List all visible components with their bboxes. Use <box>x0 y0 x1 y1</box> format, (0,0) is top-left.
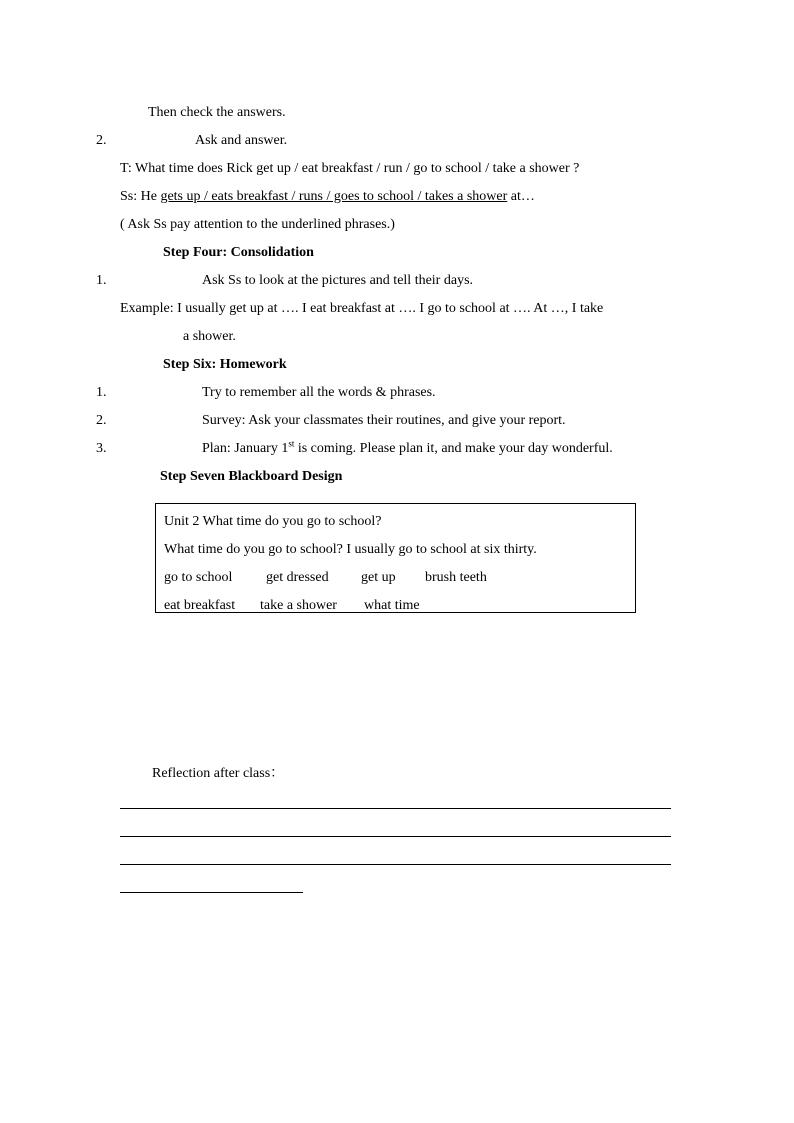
example-continuation: a shower. <box>183 329 236 344</box>
item-number: 1. <box>96 273 107 288</box>
check-answers-line: Then check the answers. <box>148 105 286 120</box>
board-phrase-row <box>164 597 420 615</box>
writing-line[interactable] <box>120 808 671 809</box>
writing-line[interactable] <box>120 836 671 837</box>
students-answer-prefix: Ss: He <box>120 189 161 204</box>
item-number: 3. <box>96 441 107 456</box>
step-seven-heading: Step Seven Blackboard Design <box>160 469 343 484</box>
writing-line[interactable] <box>120 864 671 865</box>
board-phrase: what time <box>364 598 420 613</box>
step-four-heading: Step Four: Consolidation <box>163 245 314 260</box>
item-number: 1. <box>96 385 107 400</box>
board-phrase: get dressed <box>266 570 329 585</box>
item-number: 2. <box>96 133 107 148</box>
board-phrase: take a shower <box>260 598 337 613</box>
board-phrase: get up <box>361 570 396 585</box>
teacher-question-line: T: What time does Rick get up / eat breakfast / run / go to school / take a shower ? <box>120 161 580 176</box>
ordinal-suffix: st <box>288 438 295 449</box>
attention-note: ( Ask Ss pay attention to the underlined phrases.) <box>120 217 395 232</box>
board-phrase: eat breakfast <box>164 598 236 613</box>
board-phrase: brush teeth <box>425 570 487 585</box>
board-line: Unit 2 What time do you go to school? <box>164 514 382 529</box>
board-line: What time do you go to school? I usually go to school at six thirty. <box>164 542 537 557</box>
ask-answer-line: Ask and answer. <box>195 133 288 148</box>
underlined-phrases: gets up / eats breakfast / runs / goes to school / takes a shower <box>160 189 508 204</box>
step-six-heading: Step Six: Homework <box>163 357 287 372</box>
writing-line[interactable] <box>120 892 303 893</box>
homework-item: Try to remember all the words & phrases. <box>202 385 436 400</box>
consolidation-item: Ask Ss to look at the pictures and tell their days. <box>202 273 474 288</box>
board-phrase-row <box>164 569 487 587</box>
students-answer-suffix: at… <box>507 189 535 204</box>
board-phrase: go to school <box>164 570 233 585</box>
item-number: 2. <box>96 413 107 428</box>
students-answer-line <box>120 188 535 206</box>
homework-item-text: Plan: January 1 <box>202 441 289 456</box>
example-line: Example: I usually get up at …. I eat breakfast at …. I go to school at …. At …, I take <box>120 301 604 316</box>
reflection-label: Reflection after class： <box>152 766 285 781</box>
blackboard-design-box <box>155 503 636 613</box>
homework-item: Survey: Ask your classmates their routines, and give your report. <box>202 413 566 428</box>
homework-item <box>202 440 613 458</box>
homework-item-text: is coming. Please plan it, and make your day wonderful. <box>294 441 613 456</box>
